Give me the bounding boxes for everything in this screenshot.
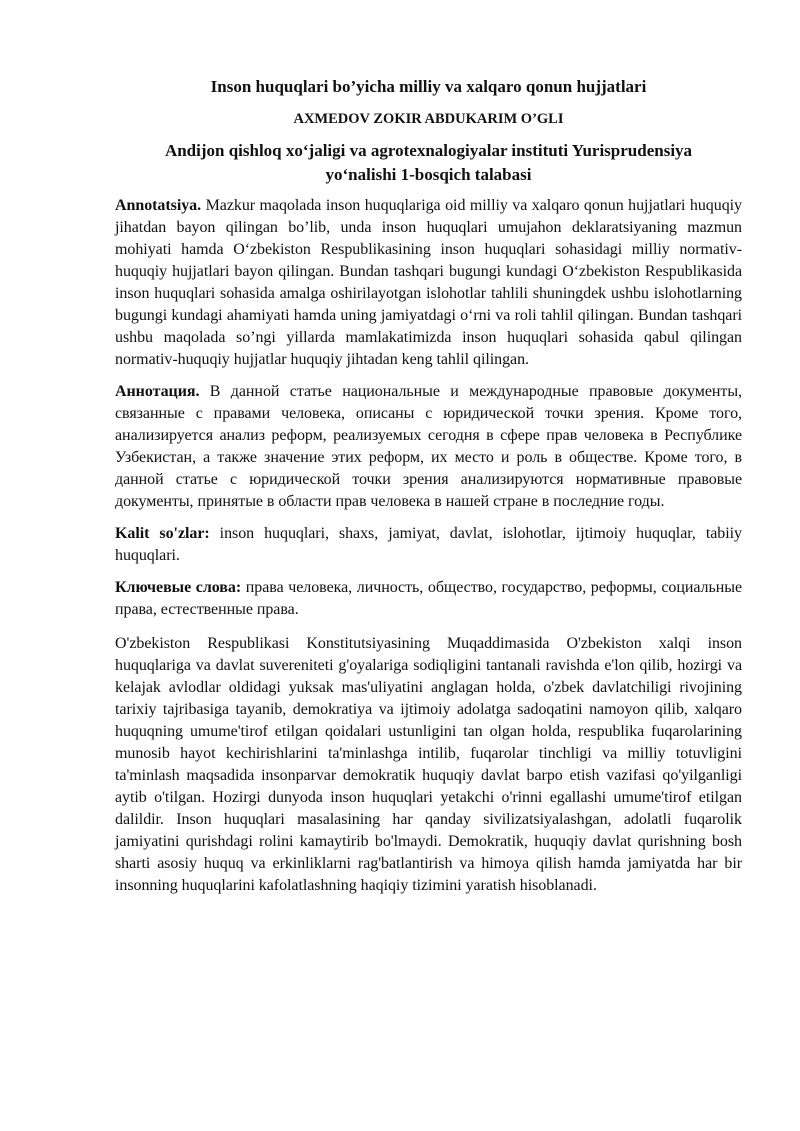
document-page [115,76,742,907]
annotation-uz [115,195,742,371]
body-paragraph: O'zbekiston Respublikasi Konstitutsiyasining Muqaddimasida O'zbekiston xalqi inson huquqlariga va davlat suvereniteti g'oyalariga sodiqligini tantanali ravishda e'lon qilib, hozirgi va kelajak avlodlar oldidagi yuksak mas'uliyatini anglagan holda, o'zbek davlatchiligi rivojining tarixiy tajribasiga tayanib, demokratiya va ijtimoiy adolatga sadoqatini namoyon qilib, xalqaro huquqning umume'tirof etilgan qoidalari ustunligini tan olgan holda, respublika fuqarolarining munosib hayot kechirishlarini ta'minlashga intilib, fuqarolar tinchligi va milliy totuvligini ta'minlash maqsadida insonparvar demokratik huquqiy davlat barpo etish vazifasi qo'yilganligi aytib o'tilgan. Hozirgi dunyoda inson huquqlari yetakchi o'rinni egallashi umume'tirof etilgan dalildir. Inson huquqlari masalasining har qanday sivilizatsiyalashgan, adolatli fuqarolik jamiyatini qurishdagi rolini kamaytirib bo'lmaydi. Demokratik, huquqiy davlat qurishning bosh sharti asosiy huquq va erkinliklarni rag'batlantirish va himoya qilish hamda jamiyatda har bir insonning huquqlarini kafolatlashning haqiqiy tizimini yaratish hisoblanadi. [115,635,742,894]
paper-title: Inson huquqlari bo’yicha milliy va xalqaro qonun hujjatlari [210,77,647,96]
affiliation-line-1: Andijon qishloq xo‘jaligi va agrotexnalogiyalar instituti Yurisprudensiya [164,141,693,160]
keywords-ru-text: права человека, личность, общество, государство, реформы, социальные права, естественные права. [115,579,742,618]
annotation-uz-label: Annotatsiya. [115,197,202,214]
annotation-uz-text: Mazkur maqolada inson huquqlariga oid milliy va xalqaro qonun hujjatlari huquqiy jihatdan bayon qilingan bo’lib, unda inson huquqlari umujahon deklaratsiyaning mazmun mohiyati hamda O‘zbekiston Respublikasining inson huquqlari sohasidagi milliy normativ-huquqiy hujjatlari bayon qilingan. Bundan tashqari bugungi kundagi O‘zbekiston Respublikasida inson huquqlari sohasida amalga oshirilayotgan islohotlar tahlili shuningdek ushbu islohotlarning bugungi kundagi ahamiyati hamda uning jamiyatdagi o‘rni va roli tahlil qilingan. Bundan tashqari ushbu maqolada so’ngi yillarda mamlakatimizda inson huquqlari sohasida qabul qilingan normativ-huquqiy hujjatlar huquqiy jihtadan keng tahlil qilingan. [115,197,742,368]
keywords-ru [115,577,742,621]
keywords-uz [115,523,742,567]
author-name: AXMEDOV ZOKIR ABDUKARIM O’GLI [293,111,564,127]
keywords-ru-label: Ключевые слова: [115,579,242,596]
annotation-ru-text: В данной статье национальные и международные правовые документы, связанные с правами человека, описаны с юридической точки зрения. Кроме того, анализируется анализ реформ, реализуемых сегодня в сфере прав человека в Республике Узбекистан, а также значение этих реформ, их место и роль в обществе. Кроме того, в данной статье с юридической точки зрения анализируются нормативные правовые документы, принятые в области прав человека в нашей стране в последние годы. [115,383,742,510]
annotation-ru [115,381,742,513]
author-affiliation [115,139,742,187]
affiliation-line-2: yo‘nalishi 1-bosqich talabasi [325,165,532,184]
keywords-uz-text: inson huquqlari, shaxs, jamiyat, davlat, islohotlar, ijtimoiy huquqlar, tabiiy huquqlari. [115,525,742,564]
keywords-uz-label: Kalit so'zlar: [115,525,210,542]
annotation-ru-label: Аннотация. [115,383,200,400]
